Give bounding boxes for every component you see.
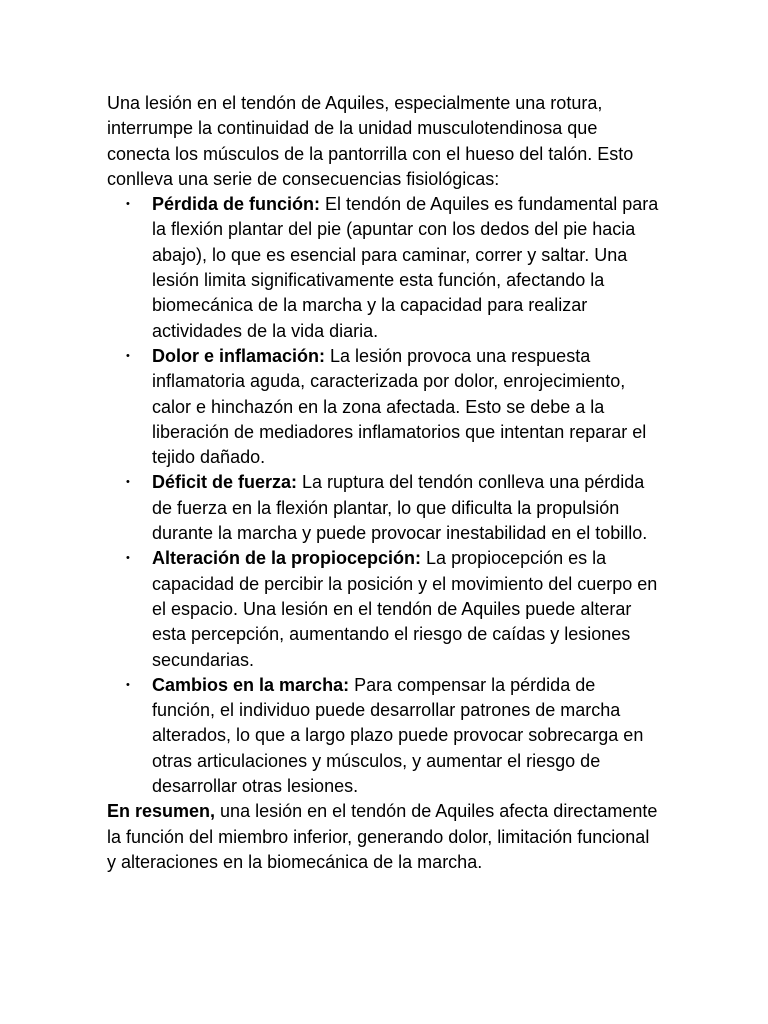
bullet-icon: •: [126, 678, 130, 691]
item-term: Alteración de la propiocepción:: [152, 548, 422, 569]
list-item: [126, 192, 662, 344]
item-term: Cambios en la marcha:: [152, 674, 350, 695]
bullet-icon: •: [126, 476, 130, 489]
item-text: El tendón de Aquiles es fundamental para la flexión plantar del pie (apuntar con los dedos del pie hacia abajo), lo que es esencial para caminar, correr y saltar. Una lesión limita significativamente esta función, afectando la biomecánica de la marcha y la capacidad para realizar actividades de la vida diaria.: [152, 194, 659, 341]
intro-paragraph: Una lesión en el tendón de Aquiles, especialmente una rotura, interrumpe la continuidad de la unidad musculotendinosa que conecta los músculos de la pantorrilla con el hueso del talón. Esto conlleva una serie de consecuencias fisiológicas:: [107, 93, 634, 189]
item-term: Pérdida de función:: [152, 194, 321, 215]
item-text: Para compensar la pérdida de función, el individuo puede desarrollar patrones de marcha alterados, lo que a largo plazo puede provocar sobrecarga en otras articulaciones y músculos, y aumentar el riesgo de desarrollar otras lesiones.: [152, 674, 644, 797]
item-text: La ruptura del tendón conlleva una pérdida de fuerza en la flexión plantar, lo que dificulta la propulsión durante la marcha y puede provocar inestabilidad en el tobillo.: [152, 472, 648, 544]
summary-term: En resumen,: [107, 801, 216, 822]
bullet-icon: •: [126, 198, 130, 211]
bullet-icon: •: [126, 349, 130, 362]
list-item: [126, 470, 662, 546]
list-item: [126, 673, 662, 799]
list-item: [126, 344, 662, 470]
item-text: La lesión provoca una respuesta inflamatoria aguda, caracterizada por dolor, enrojecimiento, calor e hinchazón en la zona afectada. Esto se debe a la liberación de mediadores inflamatorios que intentan reparar el tejido dañado.: [152, 345, 647, 468]
summary-paragraph: [107, 799, 662, 875]
document-page: [107, 91, 662, 875]
item-text: La propiocepción es la capacidad de percibir la posición y el movimiento del cuerpo en el espacio. Una lesión en el tendón de Aquiles puede alterar esta percepción, aumentando el riesgo de caídas y lesiones secundarias.: [152, 548, 658, 670]
bullet-icon: •: [126, 552, 130, 565]
item-term: Dolor e inflamación:: [152, 345, 326, 366]
item-term: Déficit de fuerza:: [152, 472, 298, 493]
summary-text: una lesión en el tendón de Aquiles afecta directamente la función del miembro inferior, generando dolor, limitación funcional y alteraciones en la biomecánica de la marcha.: [107, 801, 658, 872]
list-item: [126, 546, 662, 672]
consequences-list: [107, 192, 662, 799]
